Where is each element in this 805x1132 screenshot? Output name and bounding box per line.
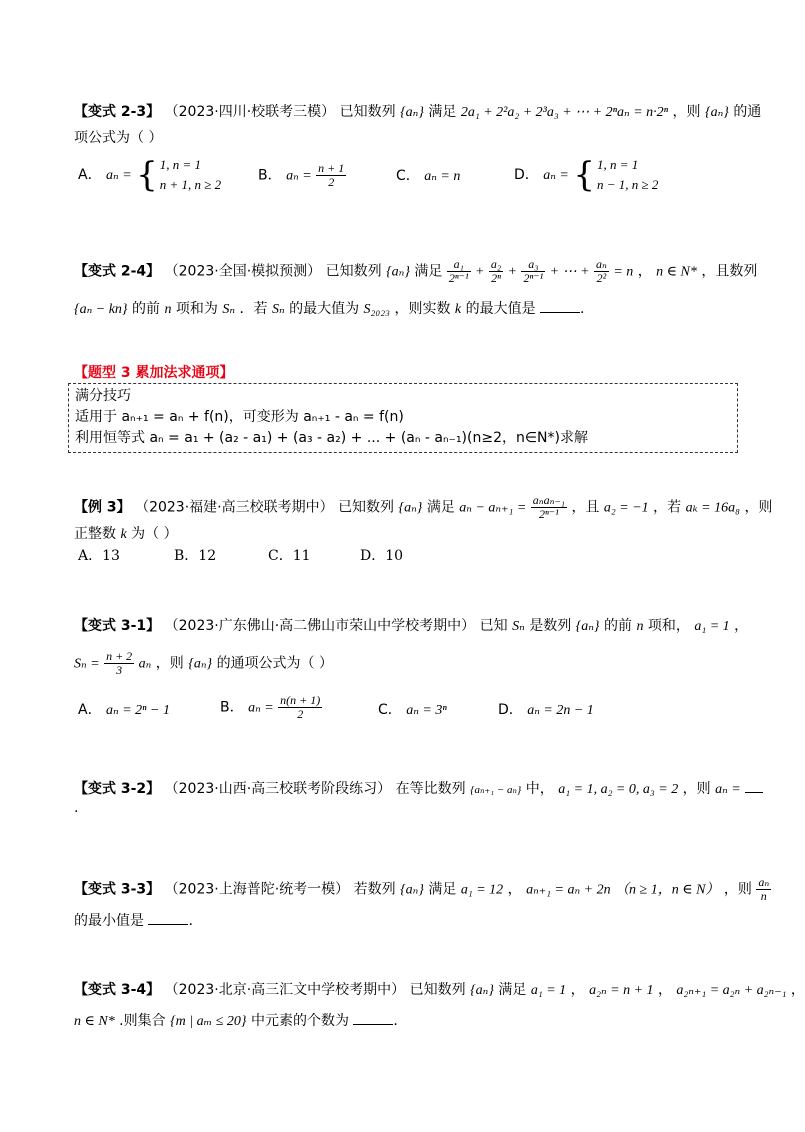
q34-line2: [74, 1010, 398, 1032]
fraction: [489, 258, 503, 285]
ex3-seq: {aₙ}: [398, 500, 423, 516]
dots: + ⋯ +: [549, 264, 590, 280]
q23-text: 满足: [428, 104, 457, 120]
q31-line1: [74, 616, 748, 637]
q32-source: （2023·山西·高三校联考阶段练习）: [164, 781, 392, 797]
q23-line1: [74, 102, 761, 123]
option-label: C．: [378, 702, 402, 718]
q34-text: 满足: [498, 982, 527, 998]
option-label: A．: [78, 702, 102, 718]
q31-seq: {aₙ}: [575, 619, 600, 634]
ex3-lhs: aₙ − aₙ₊₁ =: [459, 500, 527, 516]
var-Sn-eq: Sₙ =: [74, 656, 100, 672]
q23-seq: {aₙ}: [400, 105, 424, 120]
q24-text: ，则实数: [394, 301, 451, 317]
equals-n: = n: [613, 264, 634, 280]
ex3-text: ，则: [744, 499, 773, 516]
q34-line1: [74, 980, 805, 1001]
q33-source: （2023·上海普陀·统考一模）: [164, 881, 350, 898]
ex3-text: 已知数列: [338, 499, 395, 516]
ex3-text: 为（ ）: [131, 526, 178, 542]
q34-cond: a₂ₙ₊₁ = a₂ₙ + a₂ₙ₋₁: [676, 983, 787, 998]
plus: +: [507, 264, 517, 280]
q32-seq: {aₙ₊₁ − aₙ}: [470, 784, 522, 796]
q33-text: ，则: [723, 881, 752, 898]
numerator: aₙaₙ₋₁: [532, 493, 565, 507]
brace-symbol: {: [573, 155, 595, 195]
answer-blank[interactable]: [745, 778, 763, 793]
q34-text: 中元素的个数为: [250, 1013, 349, 1029]
q32-line1: [74, 778, 763, 800]
q33-text: 满足: [428, 881, 457, 898]
q24-source: （2023·全国·模拟预测）: [164, 263, 322, 280]
ex3-cond: a₂ = −1: [603, 500, 649, 516]
q23-source: （2023·四川·校联考三模）: [164, 104, 336, 120]
ex3-text: 满足: [426, 499, 455, 516]
numerator: a₃: [521, 258, 545, 272]
fraction: [278, 694, 322, 721]
q24-text: 已知数列: [325, 263, 382, 280]
q34-text: ，: [790, 982, 805, 998]
q34-cond: a₁ = 1: [530, 983, 567, 998]
numerator: a₂: [490, 257, 502, 271]
q31-option-b[interactable]: [220, 694, 322, 721]
tip-line-1: 适用于 aₙ₊₁ = aₙ + f(n)，可变形为 aₙ₊₁ - aₙ = f(n): [75, 409, 404, 425]
ex3-option-c[interactable]: C．11: [268, 548, 311, 564]
q31-label: 【变式 3-1】: [74, 618, 161, 634]
numerator: aₙ: [595, 257, 607, 271]
ex3-option-a[interactable]: A．13: [78, 548, 120, 564]
q32-text: 中，: [525, 781, 554, 797]
answer-blank[interactable]: [540, 298, 580, 313]
q23-option-a[interactable]: [78, 155, 221, 195]
var-Sn: Sₙ: [222, 302, 236, 317]
q33-cond: a₁ = 12: [460, 882, 504, 898]
option-label: B．: [258, 167, 282, 184]
denominator: n: [760, 889, 767, 903]
q33-text: 的最小值是: [74, 913, 144, 929]
fraction: [521, 258, 545, 285]
q23-text: ，则: [672, 104, 701, 120]
n-in-N: n ∈ N*: [656, 264, 697, 280]
case-1: 1, n = 1: [159, 157, 202, 172]
q34-text: .则集合: [119, 1013, 166, 1029]
period: .: [188, 913, 193, 929]
q24-text: 满足: [414, 263, 443, 280]
ex3-text: ，且: [571, 499, 600, 516]
q31-comma: ，: [734, 618, 749, 634]
denominator: 2: [328, 175, 335, 189]
denominator: 2ⁿ⁻¹: [539, 507, 559, 521]
var-an: aₙ: [138, 656, 152, 672]
q24-seq2: {aₙ − kn}: [74, 302, 128, 317]
q32-label: 【变式 3-2】: [74, 781, 161, 797]
q31-seq: {aₙ}: [188, 656, 213, 672]
q34-cond: n ∈ N*: [74, 1014, 115, 1029]
q34-text: ，: [570, 982, 585, 998]
q31-text: 的前: [603, 618, 632, 634]
ex3-text: 正整数: [74, 526, 116, 542]
ex3-line1: [74, 494, 772, 521]
tip-title: 满分技巧: [75, 388, 131, 404]
q33-text: ，: [507, 881, 522, 898]
period: .: [393, 1013, 398, 1029]
q23-text: 项公式为（ ）: [74, 130, 163, 146]
fraction: [594, 258, 609, 285]
section-title: 【题型 3 累加法求通项】: [74, 365, 234, 381]
q32-cond: a₁ = 1, a₂ = 0, a₃ = 2: [558, 782, 679, 797]
q23-option-d[interactable]: [514, 155, 658, 195]
q24-text: ，且数列: [701, 263, 758, 280]
fraction: [316, 162, 346, 189]
q31-text: 是数列: [529, 618, 572, 634]
q31-cond: a₁ = 1: [694, 619, 730, 634]
q24-label: 【变式 2-4】: [74, 263, 161, 280]
var-n: n: [164, 302, 172, 317]
q31-text: 已知: [479, 618, 508, 634]
q24-text: ，: [637, 263, 652, 280]
option-label: C．: [396, 168, 420, 184]
q23-formula: 2a₁ + 2²a₂ + 2³a₃ + ⋯ + 2ⁿaₙ = n·2ⁿ: [460, 105, 669, 120]
q33-line2: [74, 910, 193, 931]
q31-option-a[interactable]: [78, 700, 170, 721]
ex3-option-b[interactable]: B．12: [174, 548, 217, 564]
q33-cond: （n ≥ 1，n ∈ N）: [615, 882, 720, 898]
q23-option-b[interactable]: [258, 162, 346, 189]
q34-cond: a₂ₙ = n + 1: [589, 983, 654, 998]
q31-line2: [74, 650, 333, 677]
numerator: n + 1: [318, 161, 345, 175]
option-math: aₙ = 2ⁿ − 1: [106, 703, 171, 718]
q31-option-d[interactable]: [498, 700, 594, 721]
q23-text: 的通: [733, 104, 762, 120]
denominator: 2ⁿ⁻¹: [448, 271, 469, 285]
q31-source: （2023·广东佛山·高二佛山市荣山中学校考期中）: [164, 618, 476, 634]
q32-text: 在等比数列: [395, 781, 466, 797]
q24-line2: [74, 298, 585, 320]
case-2: n + 1, n ≥ 2: [159, 177, 222, 192]
q31-text: 项和，: [647, 618, 690, 634]
q23-text: 已知数列: [339, 104, 396, 120]
q32-period: .: [74, 800, 79, 816]
q34-label: 【变式 3-4】: [74, 982, 161, 998]
answer-blank[interactable]: [148, 910, 188, 925]
ex3-cond: aₖ = 16a₈: [685, 500, 740, 516]
option-math: aₙ =: [106, 168, 132, 183]
q34-text: ，: [657, 982, 672, 998]
q31-text: ，则: [155, 655, 184, 672]
q33-line1: [74, 876, 771, 903]
q24-text: 的前: [132, 301, 160, 317]
q33-label: 【变式 3-3】: [74, 881, 161, 898]
var-k: k: [120, 527, 127, 542]
q34-set: {m | aₘ ≤ 20}: [170, 1014, 247, 1029]
var-Sn: Sₙ: [271, 302, 285, 317]
q32-answer: aₙ =: [715, 782, 741, 797]
q34-source: （2023·北京·高三汇文中学校考期中）: [164, 982, 406, 998]
denominator: 2ⁿ⁻¹: [523, 271, 544, 285]
option-math: aₙ =: [543, 168, 569, 183]
q24-text: 的最大值是: [465, 301, 536, 317]
q23-option-c[interactable]: [396, 166, 460, 187]
option-label: B．: [220, 699, 244, 716]
var-n: n: [636, 619, 644, 634]
q33-cond: aₙ₊₁ = aₙ + 2n: [526, 882, 611, 898]
option-label: D．: [498, 702, 523, 718]
numerator: n(n + 1): [280, 693, 321, 707]
q33-seq: {aₙ}: [400, 882, 424, 898]
option-math: aₙ = 3ⁿ: [406, 703, 447, 718]
ex3-source: （2023·福建·高三校联考期中）: [135, 499, 334, 516]
plus: +: [475, 264, 485, 280]
q24-text: 项和为: [175, 301, 218, 317]
q31-option-c[interactable]: [378, 700, 447, 721]
case-2: n − 1, n ≥ 2: [596, 177, 659, 192]
ex3-option-d[interactable]: D．10: [360, 548, 404, 564]
q24-text: 的最大值为: [289, 301, 360, 317]
numerator: n + 2: [106, 649, 133, 663]
brace-symbol: {: [136, 155, 158, 195]
denominator: 2²: [596, 271, 607, 285]
var-S2023: S₂₀₂₃: [363, 302, 391, 317]
denominator: 3: [116, 663, 123, 677]
period: .: [580, 301, 585, 317]
case-1: 1, n = 1: [596, 157, 639, 172]
q24-line1: [74, 258, 757, 285]
q32-text: ，则: [682, 781, 711, 797]
fraction: [756, 876, 771, 903]
option-math: aₙ = n: [424, 169, 461, 184]
numerator: aₙ: [758, 875, 770, 889]
q31-text: 的通项公式为（ ）: [216, 655, 334, 672]
option-math: aₙ =: [286, 168, 312, 184]
ex3-label: 【例 3】: [74, 499, 131, 516]
q24-seq: {aₙ}: [386, 264, 410, 280]
option-math: aₙ =: [248, 700, 274, 716]
q23-label: 【变式 2-3】: [74, 104, 161, 120]
fraction: [447, 258, 471, 285]
option-label: A．: [78, 167, 102, 183]
ex3-text: ，若: [653, 499, 682, 516]
q23-seq: {aₙ}: [704, 105, 729, 120]
denominator: 2: [297, 707, 304, 721]
tip-line-2: 利用恒等式 aₙ = a₁ + (a₂ - a₁) + (a₃ - a₂) + ... + (aₙ - aₙ₋₁)(n≥2，n∈N*)求解: [75, 430, 588, 446]
q34-seq: {aₙ}: [470, 983, 494, 998]
fraction: [104, 650, 134, 677]
option-label: D．: [514, 167, 539, 183]
numerator: a₁: [447, 258, 471, 272]
q34-text: 已知数列: [409, 982, 466, 998]
answer-blank[interactable]: [353, 1010, 393, 1025]
ex3-line2: [74, 524, 178, 545]
tip-box: [68, 383, 738, 453]
var-Sn: Sₙ: [512, 619, 525, 634]
var-k: k: [454, 302, 462, 317]
q33-text: 若数列: [353, 881, 396, 898]
q24-text: ．若: [239, 301, 268, 317]
denominator: 2ⁿ: [491, 271, 501, 285]
option-math: aₙ = 2n − 1: [527, 703, 594, 718]
fraction: [531, 494, 567, 521]
